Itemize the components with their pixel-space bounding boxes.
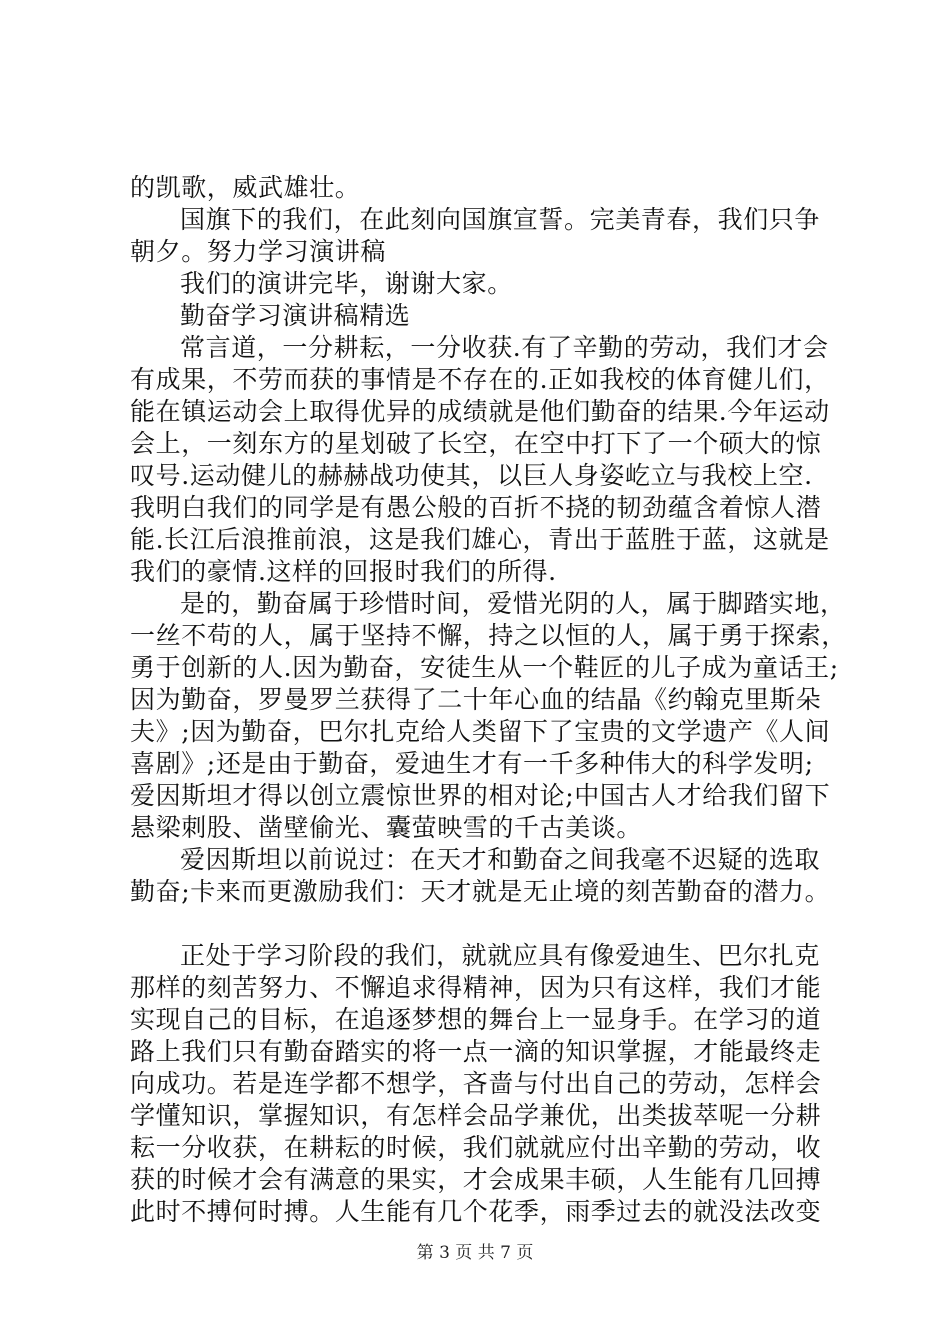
text-line: 能在镇运动会上取得优异的成绩就是他们勤奋的结果.今年运动 bbox=[130, 397, 830, 426]
text-line: 是的，勤奋属于珍惜时间，爱惜光阴的人，属于脚踏实地， bbox=[180, 589, 846, 618]
text-line: 一丝不苟的人，属于坚持不懈，持之以恒的人，属于勇于探索， bbox=[130, 621, 847, 650]
text-line: 爱因斯坦才得以创立震惊世界的相对论;中国古人才给我们留下 bbox=[130, 781, 831, 810]
paragraph-5 bbox=[130, 332, 830, 588]
page-footer: 第 3 页 共 7 页 bbox=[416, 1243, 534, 1263]
text-line: 悬梁刺股、凿壁偷光、囊萤映雪的千古美谈。 bbox=[130, 813, 643, 842]
text-line: 获的时候才会有满意的果实，才会成果丰硕，人生能有几回搏 bbox=[130, 1165, 822, 1194]
text-line: 喜剧》;还是由于勤奋，爱迪生才有一千多种伟大的科学发明; bbox=[130, 749, 814, 778]
text-line: 叹号.运动健儿的赫赫战功使其，以巨人身姿屹立与我校上空. bbox=[130, 461, 813, 490]
text-line: 爱因斯坦以前说过：在天才和勤奋之间我毫不迟疑的选取 bbox=[180, 845, 821, 874]
document-body bbox=[130, 172, 847, 1228]
text-line: 学懂知识，掌握知识，有怎样会品学兼优，出类拔萃呢一分耕 bbox=[130, 1101, 822, 1130]
text-line: 因为勤奋，罗曼罗兰获得了二十年心血的结晶《约翰克里斯朵 bbox=[130, 685, 822, 714]
text-line: 此时不搏何时搏。人生能有几个花季，雨季过去的就没法改变 bbox=[130, 1197, 822, 1226]
text-line: 有成果，不劳而获的事情是不存在的.正如我校的体育健儿们， bbox=[130, 365, 830, 394]
paragraph-8 bbox=[130, 940, 830, 1228]
text-line: 勇于创新的人.因为勤奋，安徒生从一个鞋匠的儿子成为童话王; bbox=[130, 653, 839, 682]
text-line: 耘一分收获，在耕耘的时候，我们就就应付出辛勤的劳动，收 bbox=[130, 1133, 822, 1162]
text-line: 我们的演讲完毕，谢谢大家。 bbox=[180, 269, 513, 298]
text-line: 会上，一刻东方的星划破了长空，在空中打下了一个硕大的惊 bbox=[130, 429, 822, 458]
blank-line bbox=[130, 908, 830, 940]
text-line: 实现自己的目标，在追逐梦想的舞台上一显身手。在学习的道 bbox=[130, 1005, 822, 1034]
text-line: 能.长江后浪推前浪，这是我们雄心，青出于蓝胜于蓝，这就是 bbox=[130, 525, 830, 554]
text-line: 国旗下的我们，在此刻向国旗宣誓。完美青春，我们只争 bbox=[180, 205, 821, 234]
text-line: 我们的豪情.这样的回报时我们的所得. bbox=[130, 557, 557, 586]
text-line: 正处于学习阶段的我们，就就应具有像爱迪生、巴尔扎克 bbox=[180, 941, 821, 970]
text-line: 的凯歌，威武雄壮。 bbox=[130, 173, 361, 202]
paragraph-6 bbox=[130, 588, 847, 844]
paragraph-7 bbox=[130, 844, 830, 908]
text-line: 路上我们只有勤奋踏实的将一点一滴的知识掌握，才能最终走 bbox=[130, 1037, 822, 1066]
text-line: 夫》;因为勤奋，巴尔扎克给人类留下了宝贵的文学遗产《人间 bbox=[130, 717, 831, 746]
text-line: 我明白我们的同学是有愚公般的百折不挠的韧劲蕴含着惊人潜 bbox=[130, 493, 822, 522]
text-line: 勤奋学习演讲稿精选 bbox=[180, 301, 411, 330]
text-line: 向成功。若是连学都不想学，吝啬与付出自己的劳动，怎样会 bbox=[130, 1069, 822, 1098]
text-line: 朝夕。努力学习演讲稿 bbox=[130, 237, 387, 266]
section-heading bbox=[130, 300, 830, 332]
paragraph-2 bbox=[130, 204, 830, 268]
text-line: 勤奋;卡来而更激励我们：天才就是无止境的刻苦勤奋的潜力。 bbox=[130, 877, 831, 906]
text-line: 常言道，一分耕耘，一分收获.有了辛勤的劳动，我们才会 bbox=[180, 333, 829, 362]
paragraph-3 bbox=[130, 268, 830, 300]
text-line: 那样的刻苦努力、不懈追求得精神，因为只有这样，我们才能 bbox=[130, 973, 822, 1002]
paragraph-1 bbox=[130, 172, 830, 204]
